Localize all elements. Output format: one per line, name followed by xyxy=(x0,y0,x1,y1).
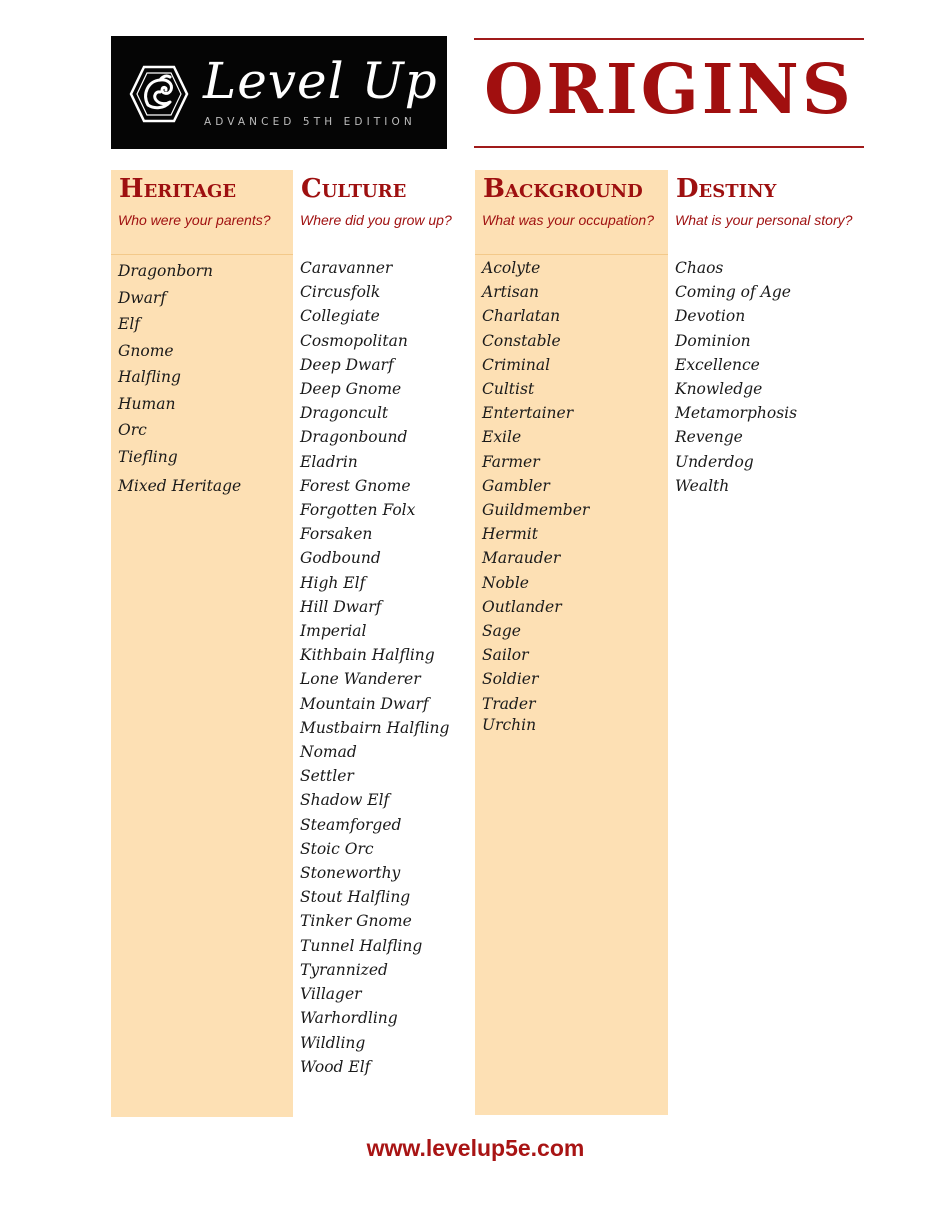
list-item: Wildling xyxy=(300,1033,366,1052)
list-item: Eladrin xyxy=(300,452,358,471)
list-item: Criminal xyxy=(482,355,551,374)
list-item: Stoneworthy xyxy=(300,864,401,883)
list-item: Urchin xyxy=(482,715,537,734)
list-item: Tinker Gnome xyxy=(300,912,412,931)
heritage-divider xyxy=(111,254,293,255)
list-item: Dragonbound xyxy=(300,428,408,447)
list-item: Sailor xyxy=(482,646,529,665)
culture-column xyxy=(293,170,475,1117)
list-item: Circusfolk xyxy=(300,283,381,302)
list-item: Soldier xyxy=(482,670,539,689)
background-heading: Background xyxy=(483,174,643,204)
list-item: Settler xyxy=(300,767,354,786)
list-item: Gnome xyxy=(118,341,174,360)
destiny-heading: Destiny xyxy=(676,174,777,204)
list-item: Dominion xyxy=(675,331,751,350)
list-item: Excellence xyxy=(675,355,760,374)
list-item: Marauder xyxy=(482,549,561,568)
title-rule-bottom xyxy=(474,146,864,148)
culture-question: Where did you grow up? xyxy=(300,212,452,228)
list-item: Dwarf xyxy=(118,288,167,307)
culture-heading: Culture xyxy=(301,174,407,204)
footer-url: www.levelup5e.com xyxy=(366,1135,585,1161)
list-item: Dragonborn xyxy=(118,262,213,280)
page-title: ORIGINS xyxy=(484,50,854,130)
heritage-column xyxy=(111,170,293,1117)
list-item: Artisan xyxy=(482,283,539,302)
list-item: Mountain Dwarf xyxy=(300,694,429,713)
list-item: Lone Wanderer xyxy=(300,670,421,689)
background-divider xyxy=(475,254,668,255)
list-item: Villager xyxy=(300,985,362,1004)
list-item: Warhordling xyxy=(300,1009,398,1028)
list-item: Revenge xyxy=(675,428,743,447)
destiny-column xyxy=(668,170,868,1115)
list-item: Shadow Elf xyxy=(300,791,390,810)
list-item: Tiefling xyxy=(118,447,178,466)
list-item: Steamforged xyxy=(300,815,402,834)
list-item: Acolyte xyxy=(482,259,541,277)
list-item: Constable xyxy=(482,331,561,350)
background-column xyxy=(475,170,668,1115)
list-item: Stoic Orc xyxy=(300,839,374,858)
list-item: Forsaken xyxy=(300,525,373,544)
list-item: Cultist xyxy=(482,380,535,399)
list-item: Hill Dwarf xyxy=(300,597,382,616)
list-item: Orc xyxy=(118,421,147,439)
list-item: Dragoncult xyxy=(300,404,389,423)
list-item: Nomad xyxy=(300,743,357,762)
list-item: Tyrannized xyxy=(300,960,388,979)
destiny-list xyxy=(675,256,797,498)
list-item: Charlatan xyxy=(482,307,561,326)
logo-wordmark: Level Up xyxy=(203,52,438,110)
heritage-list xyxy=(118,258,241,500)
list-item: Gambler xyxy=(482,476,550,495)
list-item: Wood Elf xyxy=(300,1057,371,1076)
list-item: Coming of Age xyxy=(675,283,791,302)
list-item: High Elf xyxy=(300,573,366,592)
list-item: Cosmopolitan xyxy=(300,331,408,350)
list-item: Elf xyxy=(118,315,141,333)
list-item: Caravanner xyxy=(300,259,393,277)
list-item: Godbound xyxy=(300,549,381,568)
list-item: Metamorphosis xyxy=(675,404,798,423)
heritage-question: Who were your parents? xyxy=(118,212,271,228)
list-item: Knowledge xyxy=(675,380,763,399)
list-item: Forest Gnome xyxy=(300,476,411,495)
list-item: Sage xyxy=(482,622,521,641)
dragon-hexagon-emblem-icon xyxy=(129,64,189,124)
list-item: Exile xyxy=(482,428,522,447)
list-item: Kithbain Halfling xyxy=(300,646,435,665)
heritage-heading: Heritage xyxy=(119,174,237,204)
list-item: Devotion xyxy=(675,307,746,326)
list-item: Imperial xyxy=(300,622,367,641)
list-item: Chaos xyxy=(675,259,724,277)
list-item: Trader xyxy=(482,694,536,713)
list-item: Mustbairn Halfling xyxy=(300,718,450,737)
list-item: Collegiate xyxy=(300,307,380,326)
list-item: Entertainer xyxy=(482,404,574,423)
background-question: What was your occupation? xyxy=(482,212,654,228)
list-item: Human xyxy=(118,394,176,413)
list-item: Deep Dwarf xyxy=(300,355,394,374)
culture-list xyxy=(300,256,449,1079)
list-item: Forgotten Folx xyxy=(300,501,416,520)
list-item: Tunnel Halfling xyxy=(300,936,423,955)
list-item: Mixed Heritage xyxy=(118,477,242,495)
background-list xyxy=(482,256,589,735)
list-item: Guildmember xyxy=(482,501,590,520)
list-item: Farmer xyxy=(482,452,540,471)
level-up-logo xyxy=(111,36,447,149)
list-item: Outlander xyxy=(482,597,562,616)
logo-subtitle: ADVANCED 5TH EDITION xyxy=(204,116,416,128)
list-item: Halfling xyxy=(118,368,181,386)
list-item: Noble xyxy=(482,573,529,592)
list-item: Deep Gnome xyxy=(300,380,402,399)
list-item: Stout Halfling xyxy=(300,888,411,907)
title-rule-top xyxy=(474,38,864,40)
list-item: Underdog xyxy=(675,452,754,471)
list-item: Wealth xyxy=(675,476,730,495)
list-item: Hermit xyxy=(482,525,538,544)
destiny-question: What is your personal story? xyxy=(675,212,853,228)
